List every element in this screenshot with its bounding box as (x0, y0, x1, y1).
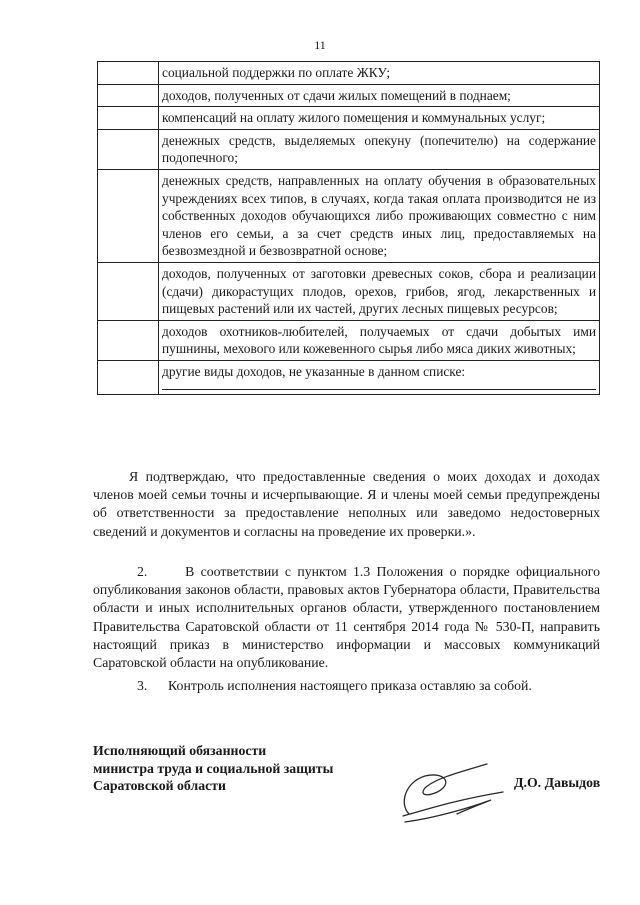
table-row (98, 169, 600, 262)
table-cell-text: компенсаций на оплату жилого помещения и коммунальных услуг; (159, 107, 600, 130)
table-cell-empty (98, 107, 159, 130)
signatory-name: Д.О. Давыдов (514, 775, 601, 790)
signatory-line-1: Исполняющий обязанности (93, 743, 267, 758)
item-3-paragraph: 3. Контроль исполнения настоящего приказа оставляю за собой. (137, 678, 532, 693)
signatory-line-3: Саратовской области (93, 778, 226, 794)
table-cell-empty (98, 169, 159, 262)
fill-in-line (162, 389, 596, 392)
item-2-paragraph: 2. В соответствии с пунктом 1.3 Положения о порядке официального опубликования законов области, правовых актов Губернатора области, Правительства области и иных исполнительных органов области, утвержденного постановлением Правительства Саратовской области от 11 сентября 2014 года № 530-П, направить настоящий приказ в министерство информации и массовых коммуникаций Саратовской области на опубликование. (93, 564, 600, 671)
table-cell-text: социальной поддержки по оплате ЖКУ; (159, 62, 600, 85)
table-cell-text: доходов, полученных от сдачи жилых помещений в поднаем; (159, 84, 600, 107)
table-cell-empty (98, 262, 159, 320)
table-row (98, 262, 600, 320)
table-row (98, 360, 600, 394)
table-cell-text: доходов, полученных от заготовки древесных соков, сбора и реализации (сдачи) дикорастущих плодов, орехов, грибов, ягод, лекарственных и пищевых растений или их частей, других лесных пищевых ресурсов; (159, 262, 600, 320)
page-number: 11 (314, 38, 326, 52)
table-cell-text: денежных средств, выделяемых опекуну (попечителю) на содержание подопечного; (159, 129, 600, 169)
table-row (98, 107, 600, 130)
table-cell-empty (98, 360, 159, 394)
handwritten-signature (395, 752, 510, 832)
table-row (98, 62, 600, 85)
table-cell-empty (98, 62, 159, 85)
table-cell-text: другие виды доходов, не указанные в данном списке: (162, 363, 466, 379)
table-row (98, 129, 600, 169)
signatory-title (93, 742, 333, 795)
table-cell-other (159, 360, 600, 394)
income-table (97, 61, 600, 395)
table-row (98, 320, 600, 360)
table-cell-text: доходов охотников-любителей, получаемых от сдачи добытых ими пушнины, мехового или кожевенного сырья либо мяса диких животных; (159, 320, 600, 360)
confirmation-paragraph: Я подтверждаю, что предоставленные сведения о моих доходах и доходах членов моей семьи точны и исчерпывающие. Я и члены моей семьи предупреждены об ответственности за предоставление неполных или заведомо недостоверных сведений и документов и согласны на проведение их проверки.». (93, 469, 600, 539)
signatory-line-2: министра труда и социальной защиты (93, 760, 334, 776)
table-cell-empty (98, 320, 159, 360)
table-row (98, 84, 600, 107)
table-cell-empty (98, 84, 159, 107)
table-cell-text: денежных средств, направленных на оплату обучения в образовательных учреждениях всех типов, в случаях, когда такая оплата производится не из собственных доходов обучающихся либо проживающих совместно с ним членов его семьи, а за счет средств иных лиц, предоставляемых на безвозмездной и безвозвратной основе; (159, 169, 600, 262)
table-cell-empty (98, 129, 159, 169)
